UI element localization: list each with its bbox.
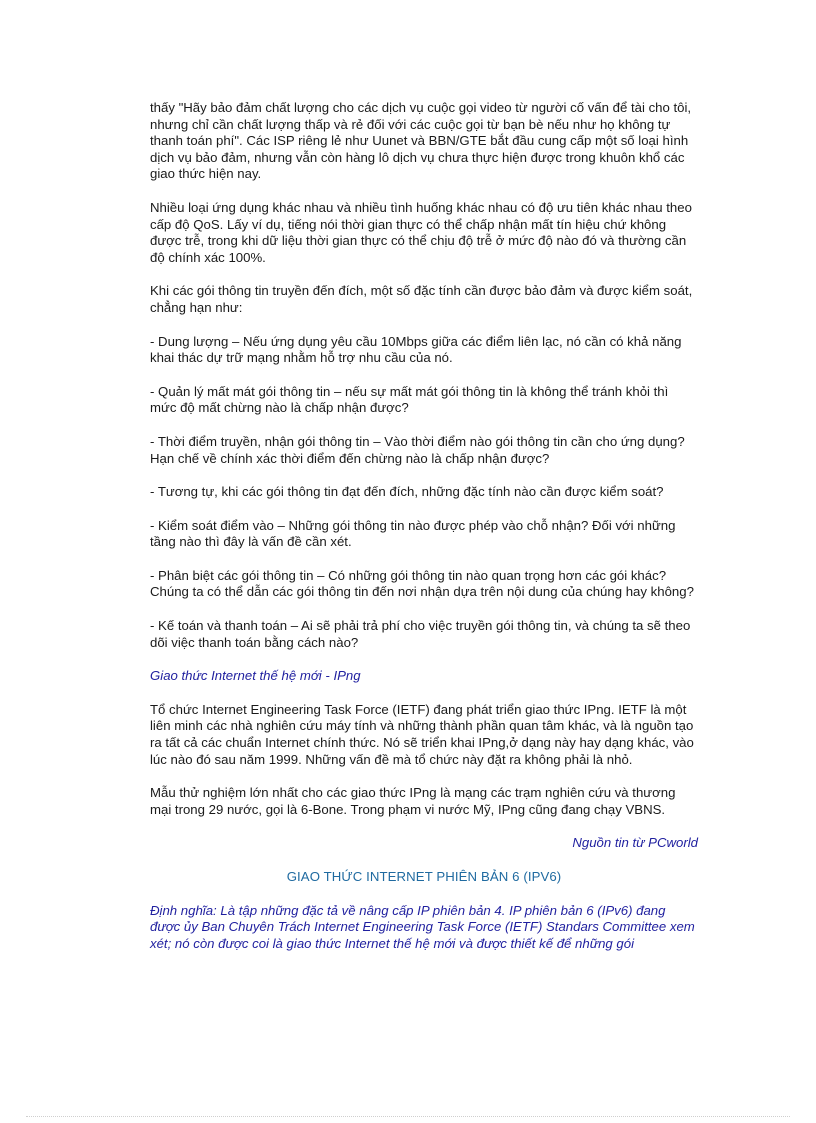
ipng-heading: Giao thức Internet thế hệ mới - IPng — [150, 668, 361, 684]
source-credit: Nguồn tin từ PCworld — [572, 835, 698, 851]
list-item-entry-control: - Kiểm soát điểm vào – Những gói thông tin nào được phép vào chỗ nhận? Đối với những tầng nào thì đây là vấn đề cần xét. — [150, 517, 676, 550]
page-bottom-divider — [26, 1116, 790, 1117]
section-title: GIAO THỨC INTERNET PHIÊN BẢN 6 (IPV6) — [286, 869, 562, 884]
document-page — [150, 100, 698, 952]
list-item-loss-management: - Quản lý mất mát gói thông tin – nếu sự mất mát gói thông tin là không thể tránh khỏi thì mức độ mất chừng nào là chấp nhận được? — [150, 383, 669, 416]
paragraph-6bone: Mẫu thử nghiệm lớn nhất cho các giao thức IPng là mạng các trạm nghiên cứu và thương mại trong 29 nước, gọi là 6-Bone. Trong phạm vi nước Mỹ, IPng cũng đang chạy VBNS. — [150, 785, 676, 817]
list-item-differentiation: - Phân biệt các gói thông tin – Có những gói thông tin nào quan trọng hơn các gói khác? Chúng ta có thể dẫn các gói thông tin đến nơi nhận dựa trên nội dung của chúng hay không? — [150, 567, 694, 600]
list-item-similar: - Tương tự, khi các gói thông tin đạt đến đích, những đặc tính nào cần được kiểm soát? — [150, 484, 664, 500]
list-item-timing: - Thời điểm truyền, nhận gói thông tin – Vào thời điểm nào gói thông tin cần cho ứng dụng? Hạn chế về chính xác thời điểm đến chừng nào là chấp nhận được? — [150, 433, 685, 466]
paragraph-qos-intro: thấy "Hãy bảo đảm chất lượng cho các dịch vụ cuộc gọi video từ người cố vấn để tài cho tôi, nhưng chỉ cần chất lượng thấp và rẻ đối với các cuộc gọi từ bạn bè nếu như họ không tự thanh toán phí". Các ISP riêng lẻ như Uunet và BBN/GTE bắt đầu cung cấp một số loại hình dịch vụ bảo đảm, nhưng vẫn còn hàng lô dịch vụ chưa thực hiện được trong khuôn khổ các giao thức hiện nay. — [150, 100, 692, 182]
definition-paragraph: Định nghĩa: Là tập những đặc tả về nâng cấp IP phiên bản 4. IP phiên bản 6 (IPv6) đang được ủy Ban Chuyên Trách Internet Engineering Task Force (IETF) Standars Committee xem xét; nó còn được coi là giao thức Internet thế hệ mới và được thiết kế để những gói — [150, 902, 695, 951]
list-item-accounting: - Kế toán và thanh toán – Ai sẽ phải trả phí cho việc truyền gói thông tin, và chúng ta sẽ theo dõi việc thanh toán bằng cách nào? — [150, 618, 691, 650]
paragraph-qos-priority: Nhiều loại ứng dụng khác nhau và nhiều tình huống khác nhau có độ ưu tiên khác nhau theo cấp độ QoS. Lấy ví dụ, tiếng nói thời gian thực có thể chấp nhận mất tín hiệu chứ không được trễ, trong khi dữ liệu thời gian thực có thể chịu độ trễ ở mức độ nào đó và thường cần độ chính xác 100%. — [150, 199, 692, 265]
paragraph-properties-intro: Khi các gói thông tin truyền đến đích, một số đặc tính cần được bảo đảm và được kiểm soát, chẳng hạn như: — [150, 283, 693, 315]
list-item-capacity: - Dung lượng – Nếu ứng dụng yêu cầu 10Mbps giữa các điểm liên lạc, nó cần có khả năng khai thác dự trữ mạng nhằm hỗ trợ nhu cầu của nó. — [150, 333, 682, 366]
paragraph-ietf: Tổ chức Internet Engineering Task Force (IETF) đang phát triển giao thức IPng. IETF là một liên minh các nhà nghiên cứu máy tính và những thành phần quan tâm khác, và là nguồn tạo ra tất cả các chuẩn Internet chính thức. Nó sẽ triển khai IPng,ở dạng này hay dạng khác, vào lúc nào đó sau năm 1999. Những vấn đề mà tổ chức này đặt ra không phải là nhỏ. — [150, 701, 694, 767]
